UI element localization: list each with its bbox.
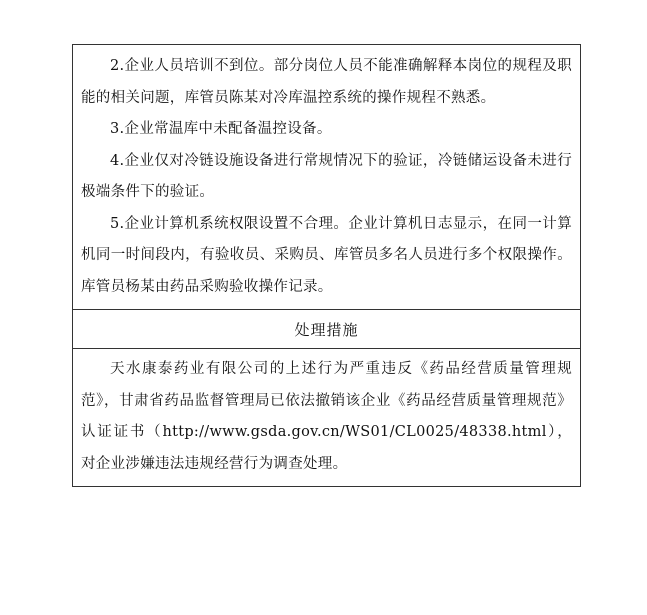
- measures-text: 天水康泰药业有限公司的上述行为严重违反《药品经营质量管理规范》，甘肃省药品监督管理局已依法撤销该企业《药品经营质量管理规范》认证证书（http://www.gsda.gov.cn/WS01/CL0025/48338.html），对企业涉嫌违法违规经营行为调查处理。: [81, 361, 572, 472]
- finding-item-4: 4.企业仅对冷链设施设备进行常规情况下的验证，冷链储运设备未进行极端条件下的验证。: [81, 152, 572, 200]
- document-table: [72, 44, 581, 487]
- finding-item-3: 3.企业常温库中未配备温控设备。: [110, 121, 332, 137]
- measures-heading: 处理措施: [294, 320, 359, 339]
- measures-heading-row: [73, 310, 580, 348]
- measures-section: [73, 349, 580, 486]
- findings-section: [73, 45, 580, 309]
- finding-item-2: 2.企业人员培训不到位。部分岗位人员不能准确解释本岗位的规程及职能的相关问题，库管员陈某对冷库温控系统的操作规程不熟悉。: [81, 58, 572, 106]
- finding-item-5: 5.企业计算机系统权限设置不合理。企业计算机日志显示，在同一计算机同一时间段内，有验收员、采购员、库管员多名人员进行多个权限操作。库管员杨某由药品采购验收操作记录。: [81, 215, 572, 295]
